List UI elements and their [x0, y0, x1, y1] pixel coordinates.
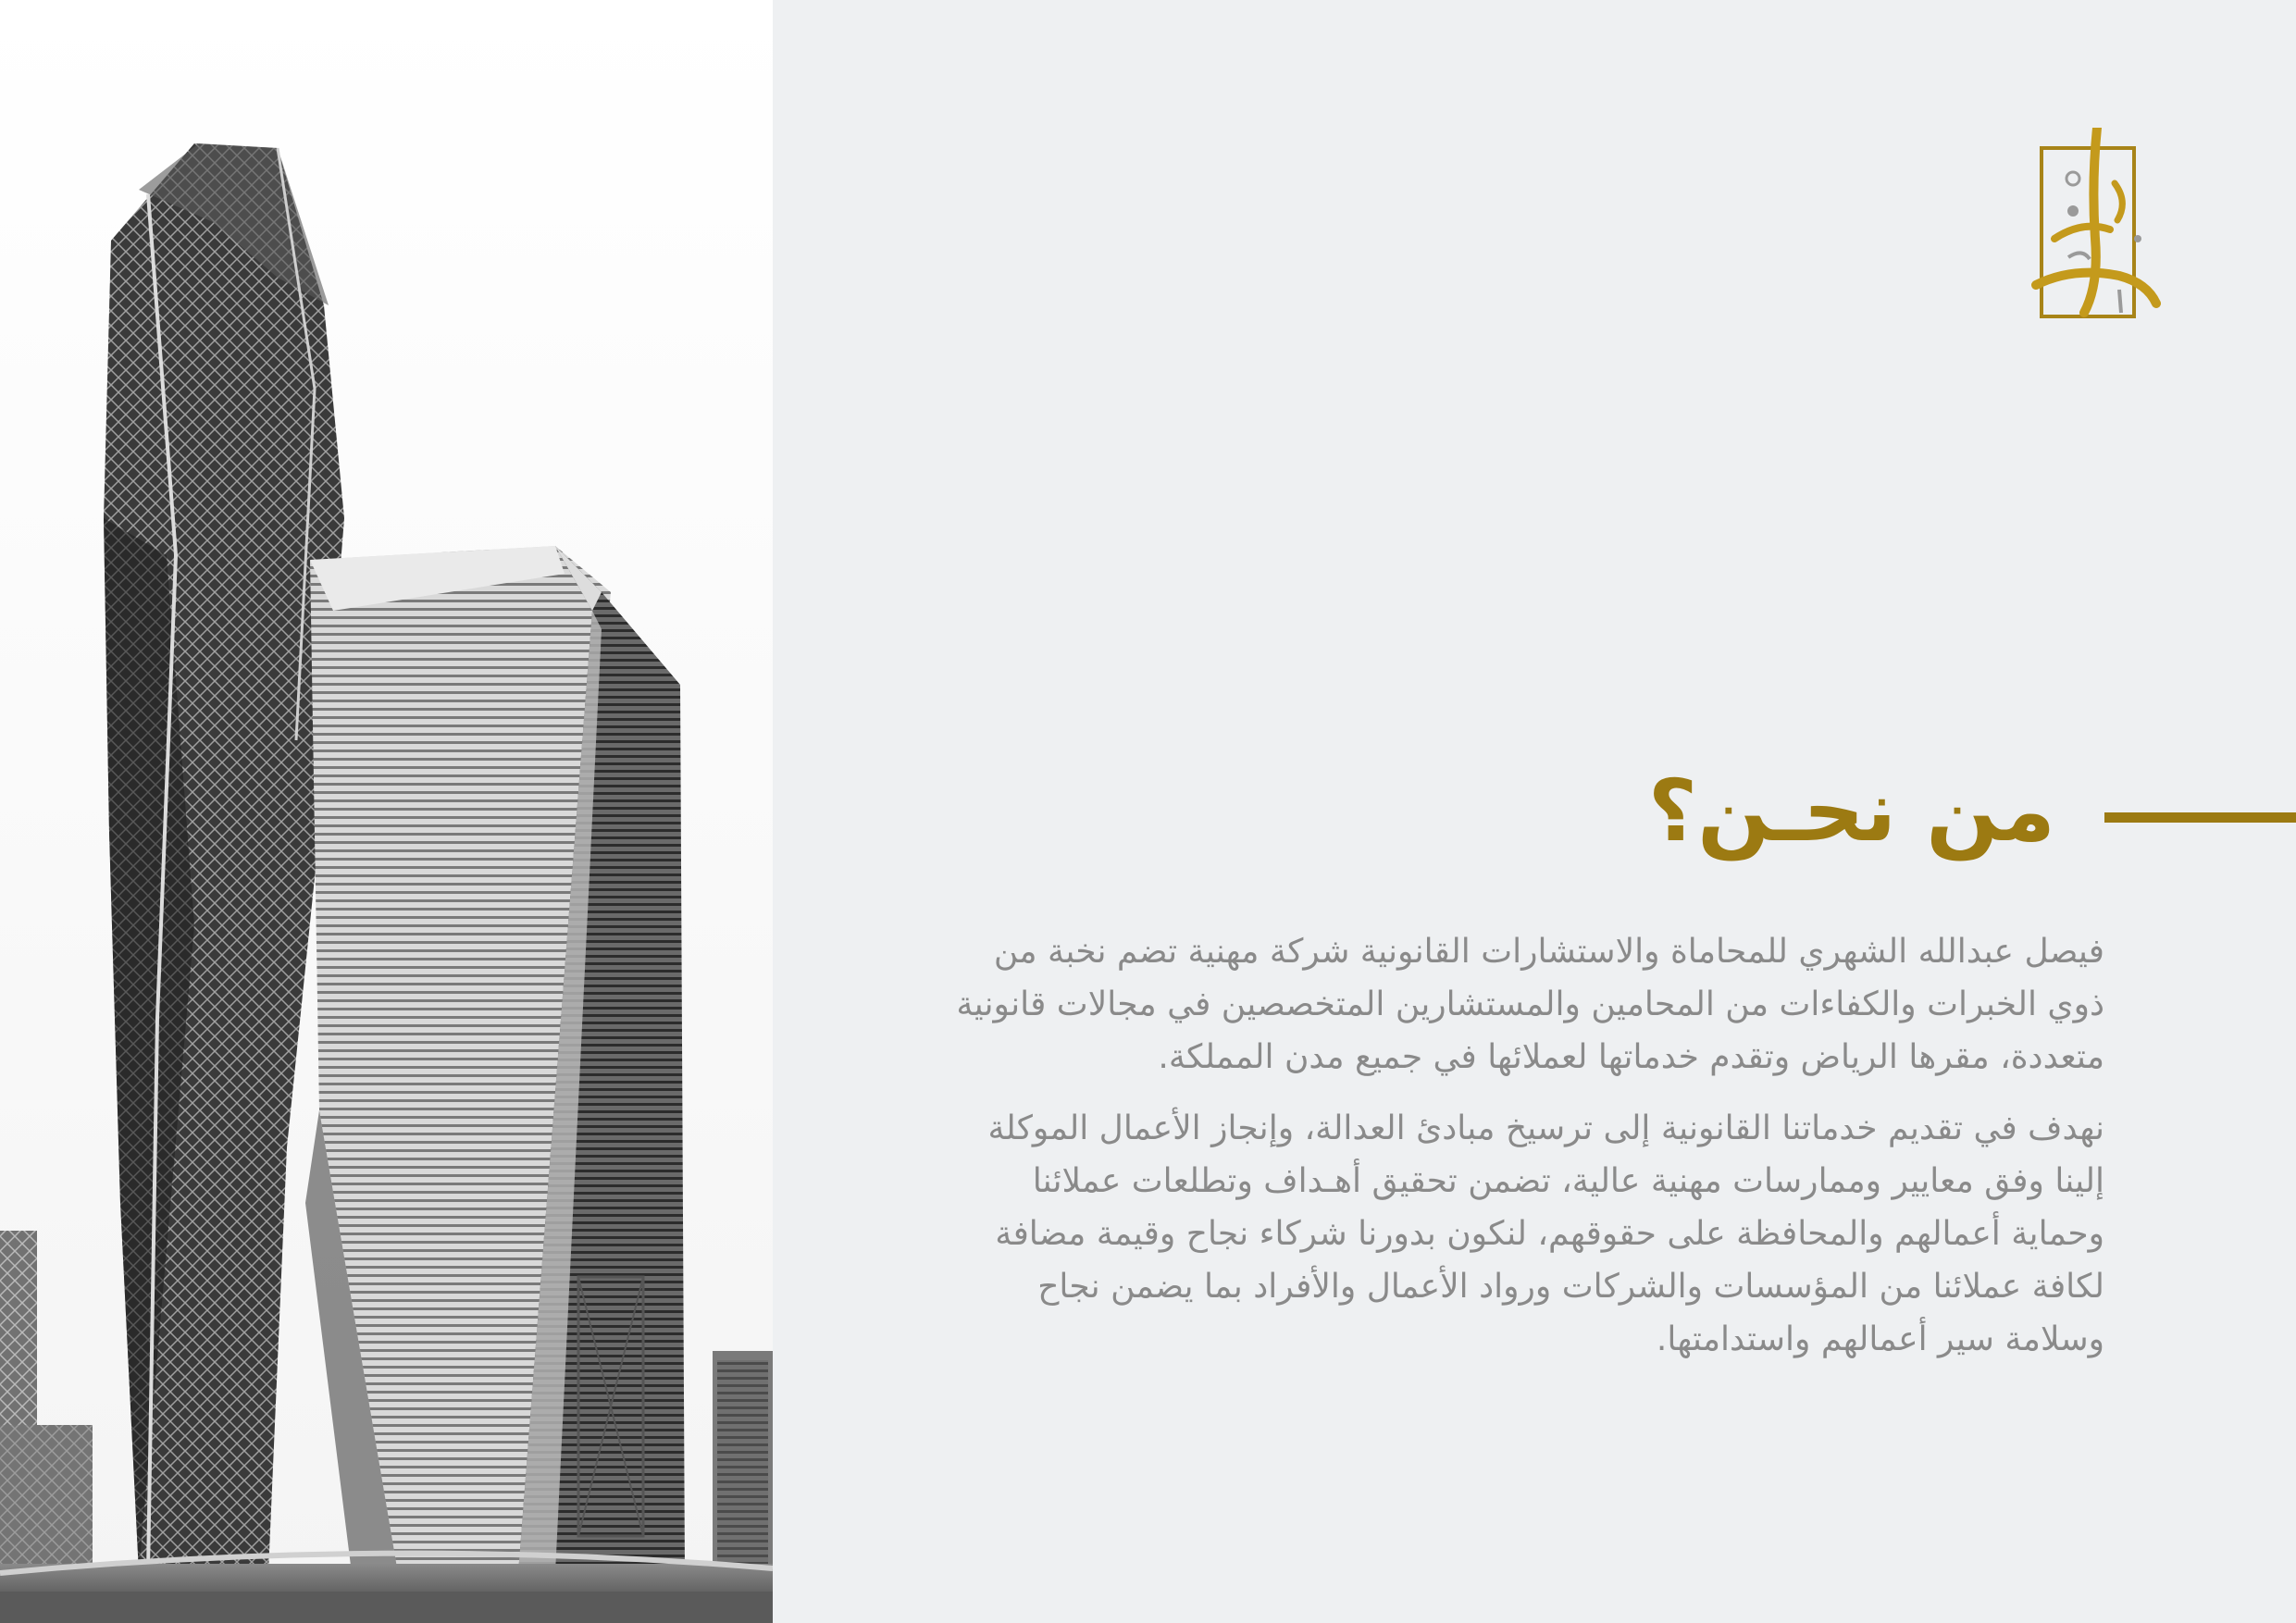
- skyscrapers-photo: [0, 0, 773, 1623]
- skyscrapers-illustration: [0, 0, 773, 1623]
- page-heading: من نحـن؟: [1647, 762, 2055, 861]
- mission-paragraph: نهدف في تقديم خدماتنا القانونية إلى ترسيخ مبادئ العدالة، وإنجاز الأعمال الموكلة إلينا وفق معايير وممارسات مهنية عالية، تضمن تحقيق أهـداف وتطلعات عملائنا وحماية أعمالهم والمحافظة على حقوقهم، لنكون بدورنا شركاء نجاح وقيمة مضافة لكافة عملائنا من المؤسسات والشركات ورواد الأعمال والأفراد بما يضمن نجاح وسلامة سير أعمالهم واستدامتها.: [987, 1109, 2104, 1358]
- body-text: [942, 925, 2104, 1384]
- heading-accent-line: [2104, 812, 2296, 823]
- intro-paragraph: فيصل عبدالله الشهري للمحاماة والاستشارات القانونية شركة مهنية تضم نخبة من ذوي الخبرات والكفاءات من المحامين والمستشارين المتخصصين في مجالات قانونية متعددة، مقرها الرياض وتقدم خدماتها لعملائها في جميع مدن المملكة.: [956, 933, 2104, 1076]
- calligraphy-logo-icon: [2017, 128, 2166, 333]
- heading-row: [1629, 751, 2296, 872]
